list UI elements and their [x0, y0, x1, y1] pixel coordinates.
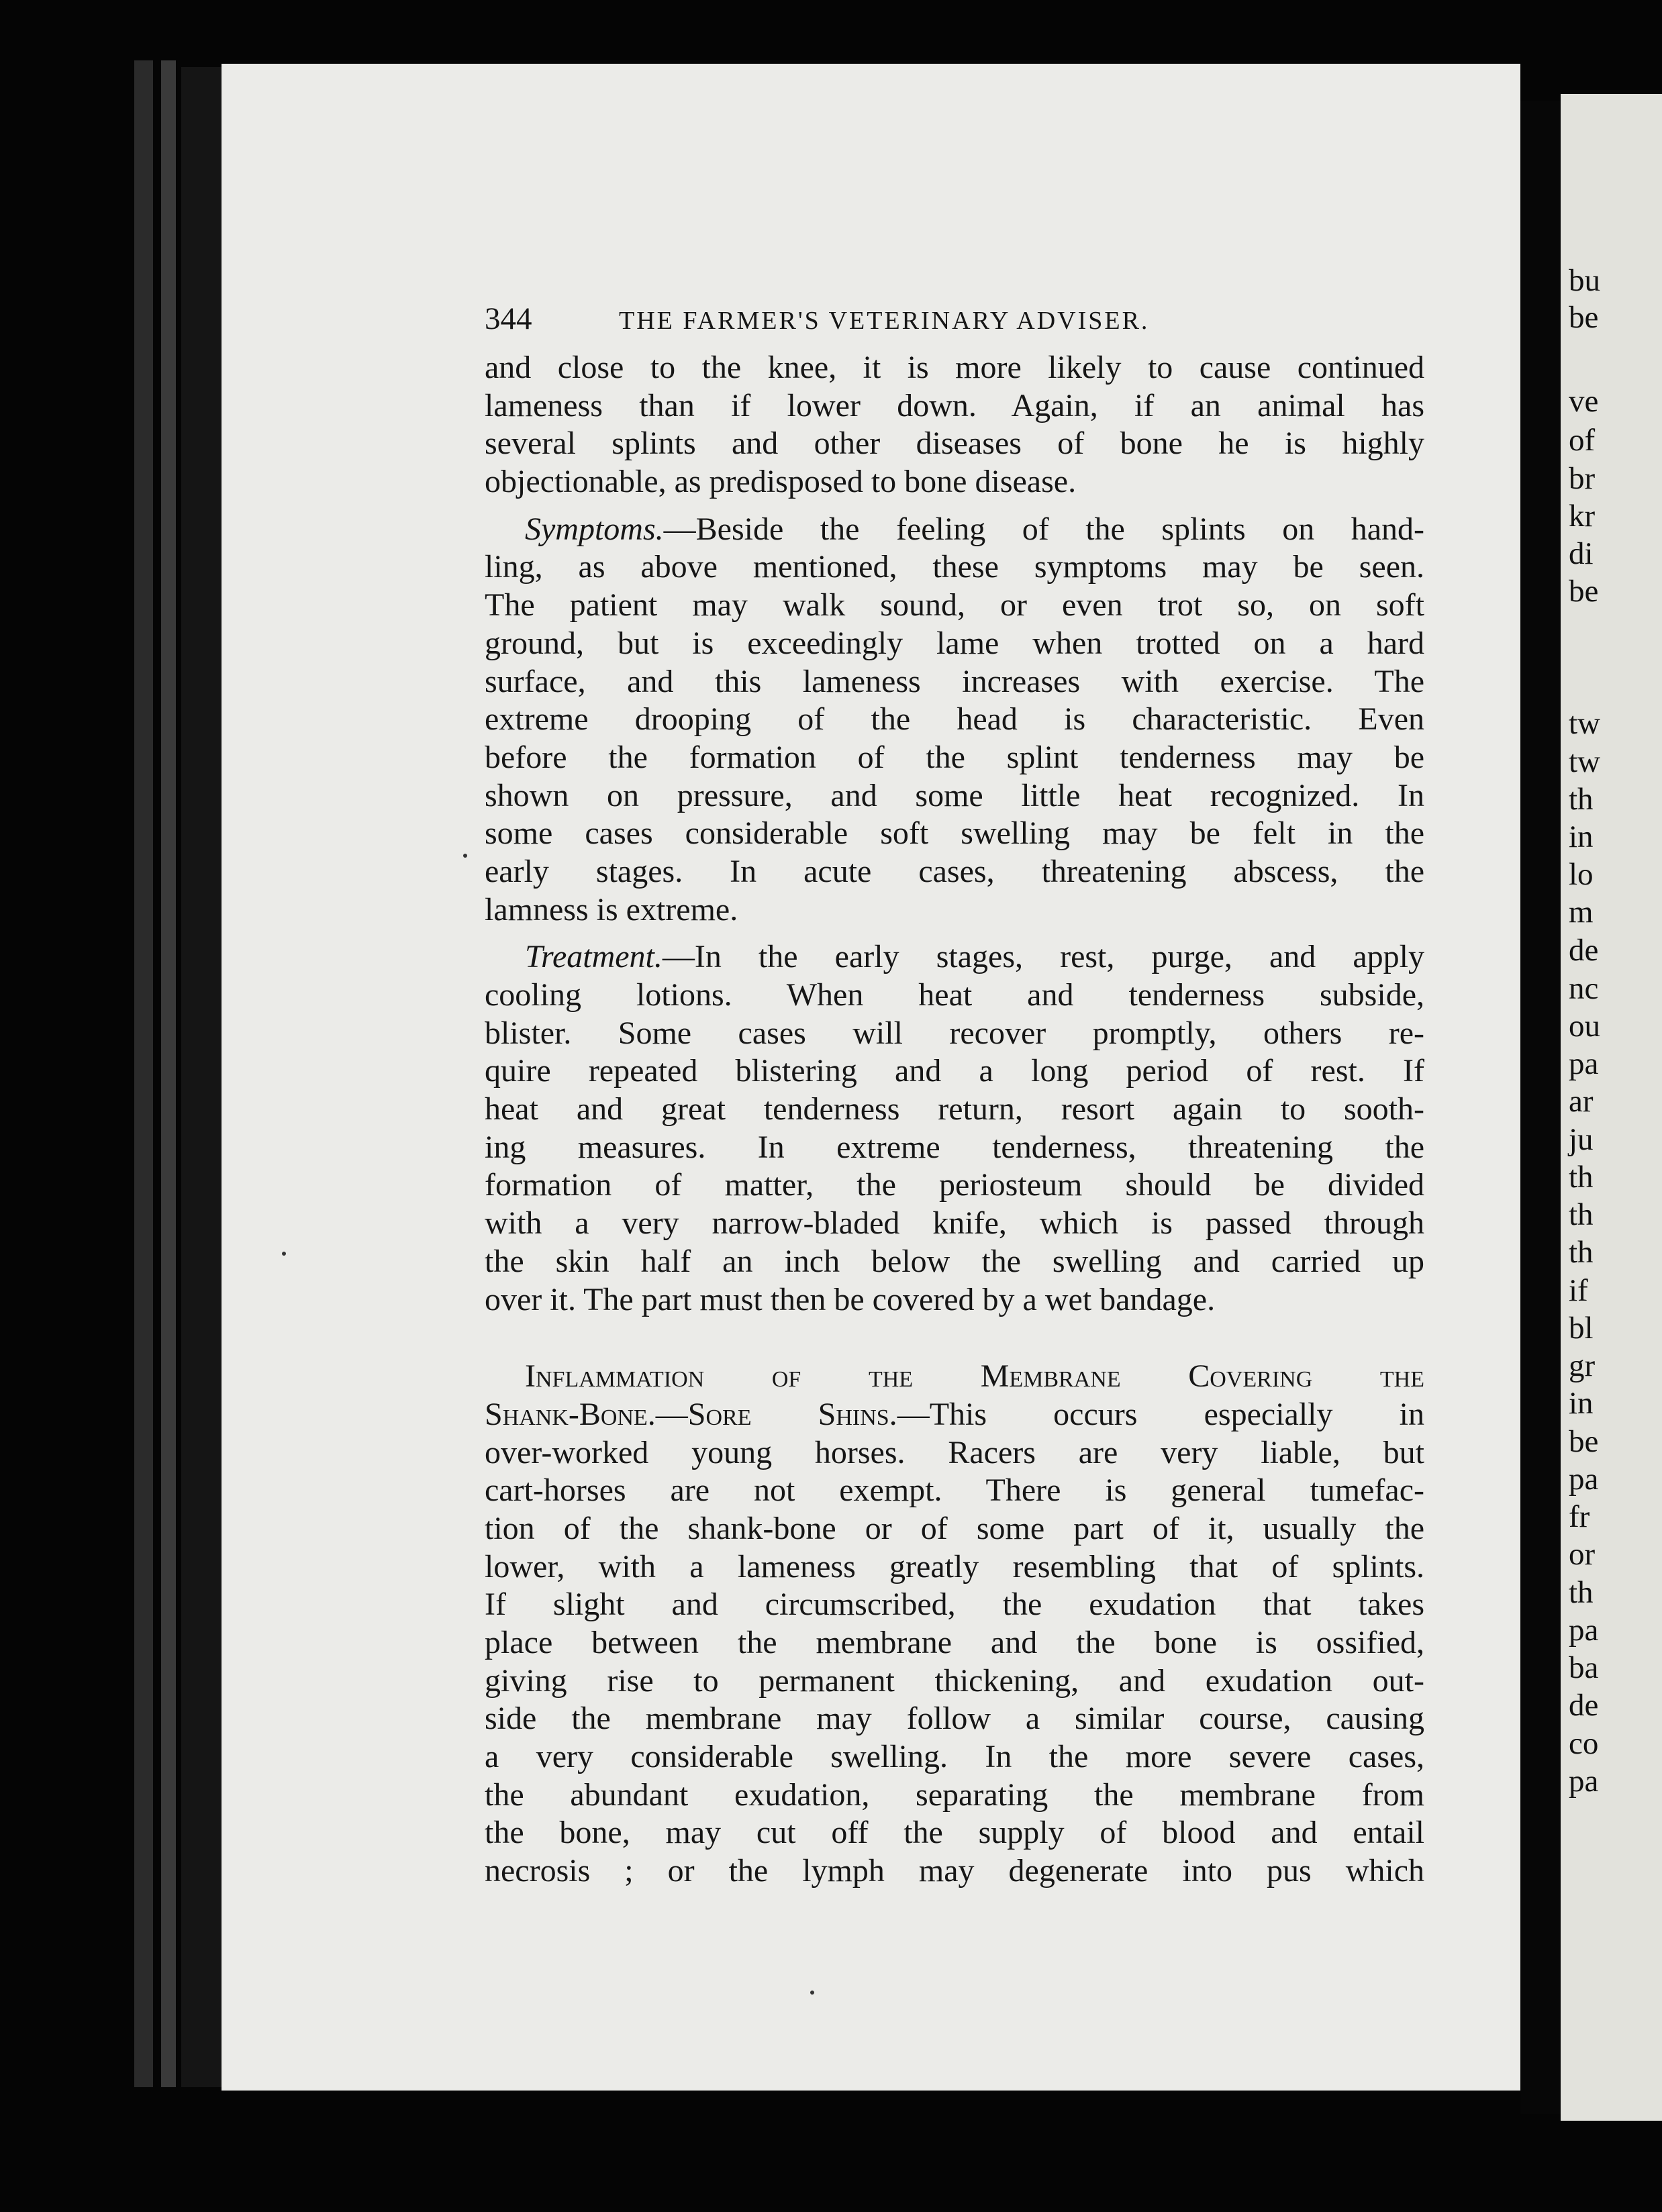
adjacent-page-text-fragment: gr	[1569, 1348, 1596, 1383]
adjacent-page-text-fragment: th	[1569, 1160, 1594, 1195]
text-line: over it. The part must then be covered by a wet bandage.	[485, 1281, 1216, 1317]
page-gutter	[1520, 101, 1561, 2114]
adjacent-page-text-fragment: th	[1569, 782, 1594, 817]
adjacent-page-text-fragment: tw	[1569, 744, 1600, 779]
text-run: —	[655, 1396, 688, 1432]
text-line: objectionable, as predisposed to bone disease.	[485, 464, 1077, 500]
adjacent-page-text-fragment: in	[1569, 1386, 1594, 1421]
text-line: some cases considerable soft swelling may be felt in the	[485, 815, 1424, 852]
ink-speck	[463, 854, 467, 858]
page-number: 344	[485, 301, 532, 336]
text-line	[485, 938, 1424, 976]
adjacent-page-fragment	[1561, 94, 1662, 2121]
adjacent-page-text-fragment: th	[1569, 1575, 1594, 1610]
text-run: —Beside the feeling of the splints on hand-	[663, 511, 1424, 547]
book-edge	[181, 67, 222, 2087]
paragraph-treatment	[485, 938, 1424, 1319]
text-line	[485, 511, 1424, 549]
text-line: surface, and this lameness increases with exercise. The	[485, 663, 1424, 699]
text-line: place between the membrane and the bone is ossified,	[485, 1625, 1424, 1660]
paragraph-continuation	[485, 349, 1424, 501]
adjacent-page-text-fragment: bl	[1569, 1311, 1594, 1346]
text-line: early stages. In acute cases, threatening abscess, the	[485, 853, 1424, 889]
text-line: necrosis ; or the lymph may degenerate into pus which	[485, 1853, 1424, 1889]
adjacent-page-text-fragment: ar	[1569, 1084, 1594, 1119]
book-edge	[161, 60, 176, 2087]
adjacent-page-text-fragment: lo	[1569, 857, 1594, 892]
section-heading: Inflammation of the Membrane Covering the	[525, 1358, 1424, 1395]
section-heading-part: Sore Shins.	[687, 1396, 897, 1432]
text-line: formation of matter, the periosteum should be divided	[485, 1167, 1424, 1203]
adjacent-page-text-fragment: in	[1569, 819, 1594, 854]
ink-speck	[282, 1252, 286, 1256]
adjacent-page-text-fragment: ou	[1569, 1009, 1600, 1044]
adjacent-page-text-fragment: be	[1569, 1424, 1599, 1459]
adjacent-page-text-fragment: kr	[1569, 499, 1596, 534]
running-head	[485, 301, 1424, 341]
text-line: shown on pressure, and some little heat recognized. In	[485, 777, 1424, 813]
text-line: a very considerable swelling. In the more severe cases,	[485, 1739, 1424, 1775]
text-line: cooling lotions. When heat and tenderness subside,	[485, 977, 1424, 1013]
text-line: If slight and circumscribed, the exudation that takes	[485, 1587, 1424, 1623]
adjacent-page-text-fragment: th	[1569, 1235, 1594, 1270]
adjacent-page-text-fragment: bu	[1569, 263, 1600, 298]
text-line: heat and great tenderness return, resort again to sooth-	[485, 1091, 1424, 1127]
text-line: tion of the shank-bone or of some part of it, usually the	[485, 1510, 1424, 1546]
symptoms-label: Symptoms.	[525, 511, 664, 547]
adjacent-page-text-fragment: de	[1569, 1688, 1599, 1723]
adjacent-page-text-fragment: if	[1569, 1273, 1588, 1308]
adjacent-page-text-fragment: co	[1569, 1726, 1599, 1761]
text-line: extreme drooping of the head is characteristic. Even	[485, 701, 1424, 738]
adjacent-page-text-fragment: br	[1569, 461, 1596, 496]
adjacent-page-text-fragment: de	[1569, 933, 1599, 968]
adjacent-page-text-fragment: ba	[1569, 1650, 1599, 1685]
adjacent-page-text-fragment: nc	[1569, 971, 1599, 1006]
adjacent-page-text-fragment: ju	[1569, 1122, 1594, 1157]
text-line: the skin half an inch below the swelling and carried up	[485, 1243, 1424, 1279]
text-line: the abundant exudation, separating the membrane from	[485, 1776, 1424, 1813]
adjacent-page-text-fragment: be	[1569, 300, 1599, 335]
text-line: side the membrane may follow a similar course, causing	[485, 1701, 1424, 1737]
adjacent-page-text-fragment: pa	[1569, 1764, 1599, 1799]
adjacent-page-text-fragment: ve	[1569, 384, 1599, 419]
text-line: ing measures. In extreme tenderness, threatening the	[485, 1129, 1424, 1165]
section-sore-shins	[485, 1358, 1424, 1891]
text-line: lower, with a lameness greatly resembling that of splints.	[485, 1548, 1424, 1585]
adjacent-page-text-fragment: tw	[1569, 706, 1600, 741]
text-line: before the formation of the splint tenderness may be	[485, 739, 1424, 775]
adjacent-page-text-fragment: pa	[1569, 1462, 1599, 1497]
adjacent-page-text-fragment: of	[1569, 423, 1596, 458]
adjacent-page-text-fragment: th	[1569, 1197, 1594, 1232]
text-line: quire repeated blistering and a long period of rest. If	[485, 1053, 1424, 1089]
text-run: —This occurs especially in	[897, 1396, 1424, 1432]
text-line: ling, as above mentioned, these symptoms may be seen.	[485, 549, 1424, 585]
text-line: several splints and other diseases of bone he is highly	[485, 425, 1424, 462]
text-line: The patient may walk sound, or even trot so, on soft	[485, 587, 1424, 623]
adjacent-page-text-fragment: be	[1569, 574, 1599, 609]
adjacent-page-text-fragment: pa	[1569, 1046, 1599, 1081]
adjacent-page-text-fragment: or	[1569, 1537, 1596, 1572]
text-line: blister. Some cases will recover promptly, others re-	[485, 1015, 1424, 1051]
adjacent-page-text-fragment: pa	[1569, 1613, 1599, 1648]
book-edge	[134, 60, 153, 2087]
paragraph-symptoms	[485, 511, 1424, 929]
text-line: cart-horses are not exempt. There is general tumefac-	[485, 1472, 1424, 1509]
text-line: lamness is extreme.	[485, 891, 738, 927]
text-line: the bone, may cut off the supply of blood and entail	[485, 1815, 1424, 1851]
text-line	[485, 1396, 1424, 1434]
text-line: and close to the knee, it is more likely to cause continued	[485, 350, 1424, 385]
text-run: —In the early stages, rest, purge, and apply	[662, 939, 1424, 975]
text-line: ground, but is exceedingly lame when trotted on a hard	[485, 625, 1424, 661]
text-line: with a very narrow-bladed knife, which is passed through	[485, 1205, 1424, 1242]
text-column	[485, 301, 1424, 1891]
book-title-header: THE FARMER'S VETERINARY ADVISER.	[619, 307, 1150, 335]
text-line: lameness than if lower down. Again, if an animal has	[485, 387, 1424, 423]
adjacent-page-text-fragment: fr	[1569, 1499, 1590, 1534]
section-heading-part: Shank-Bone.	[485, 1396, 656, 1432]
ink-speck	[810, 1991, 814, 1995]
text-line: over-worked young horses. Racers are very liable, but	[485, 1434, 1424, 1470]
adjacent-page-text-fragment: di	[1569, 536, 1594, 571]
treatment-label: Treatment.	[525, 939, 663, 975]
text-line: giving rise to permanent thickening, and exudation out-	[485, 1662, 1424, 1699]
adjacent-page-text-fragment: m	[1569, 895, 1594, 929]
